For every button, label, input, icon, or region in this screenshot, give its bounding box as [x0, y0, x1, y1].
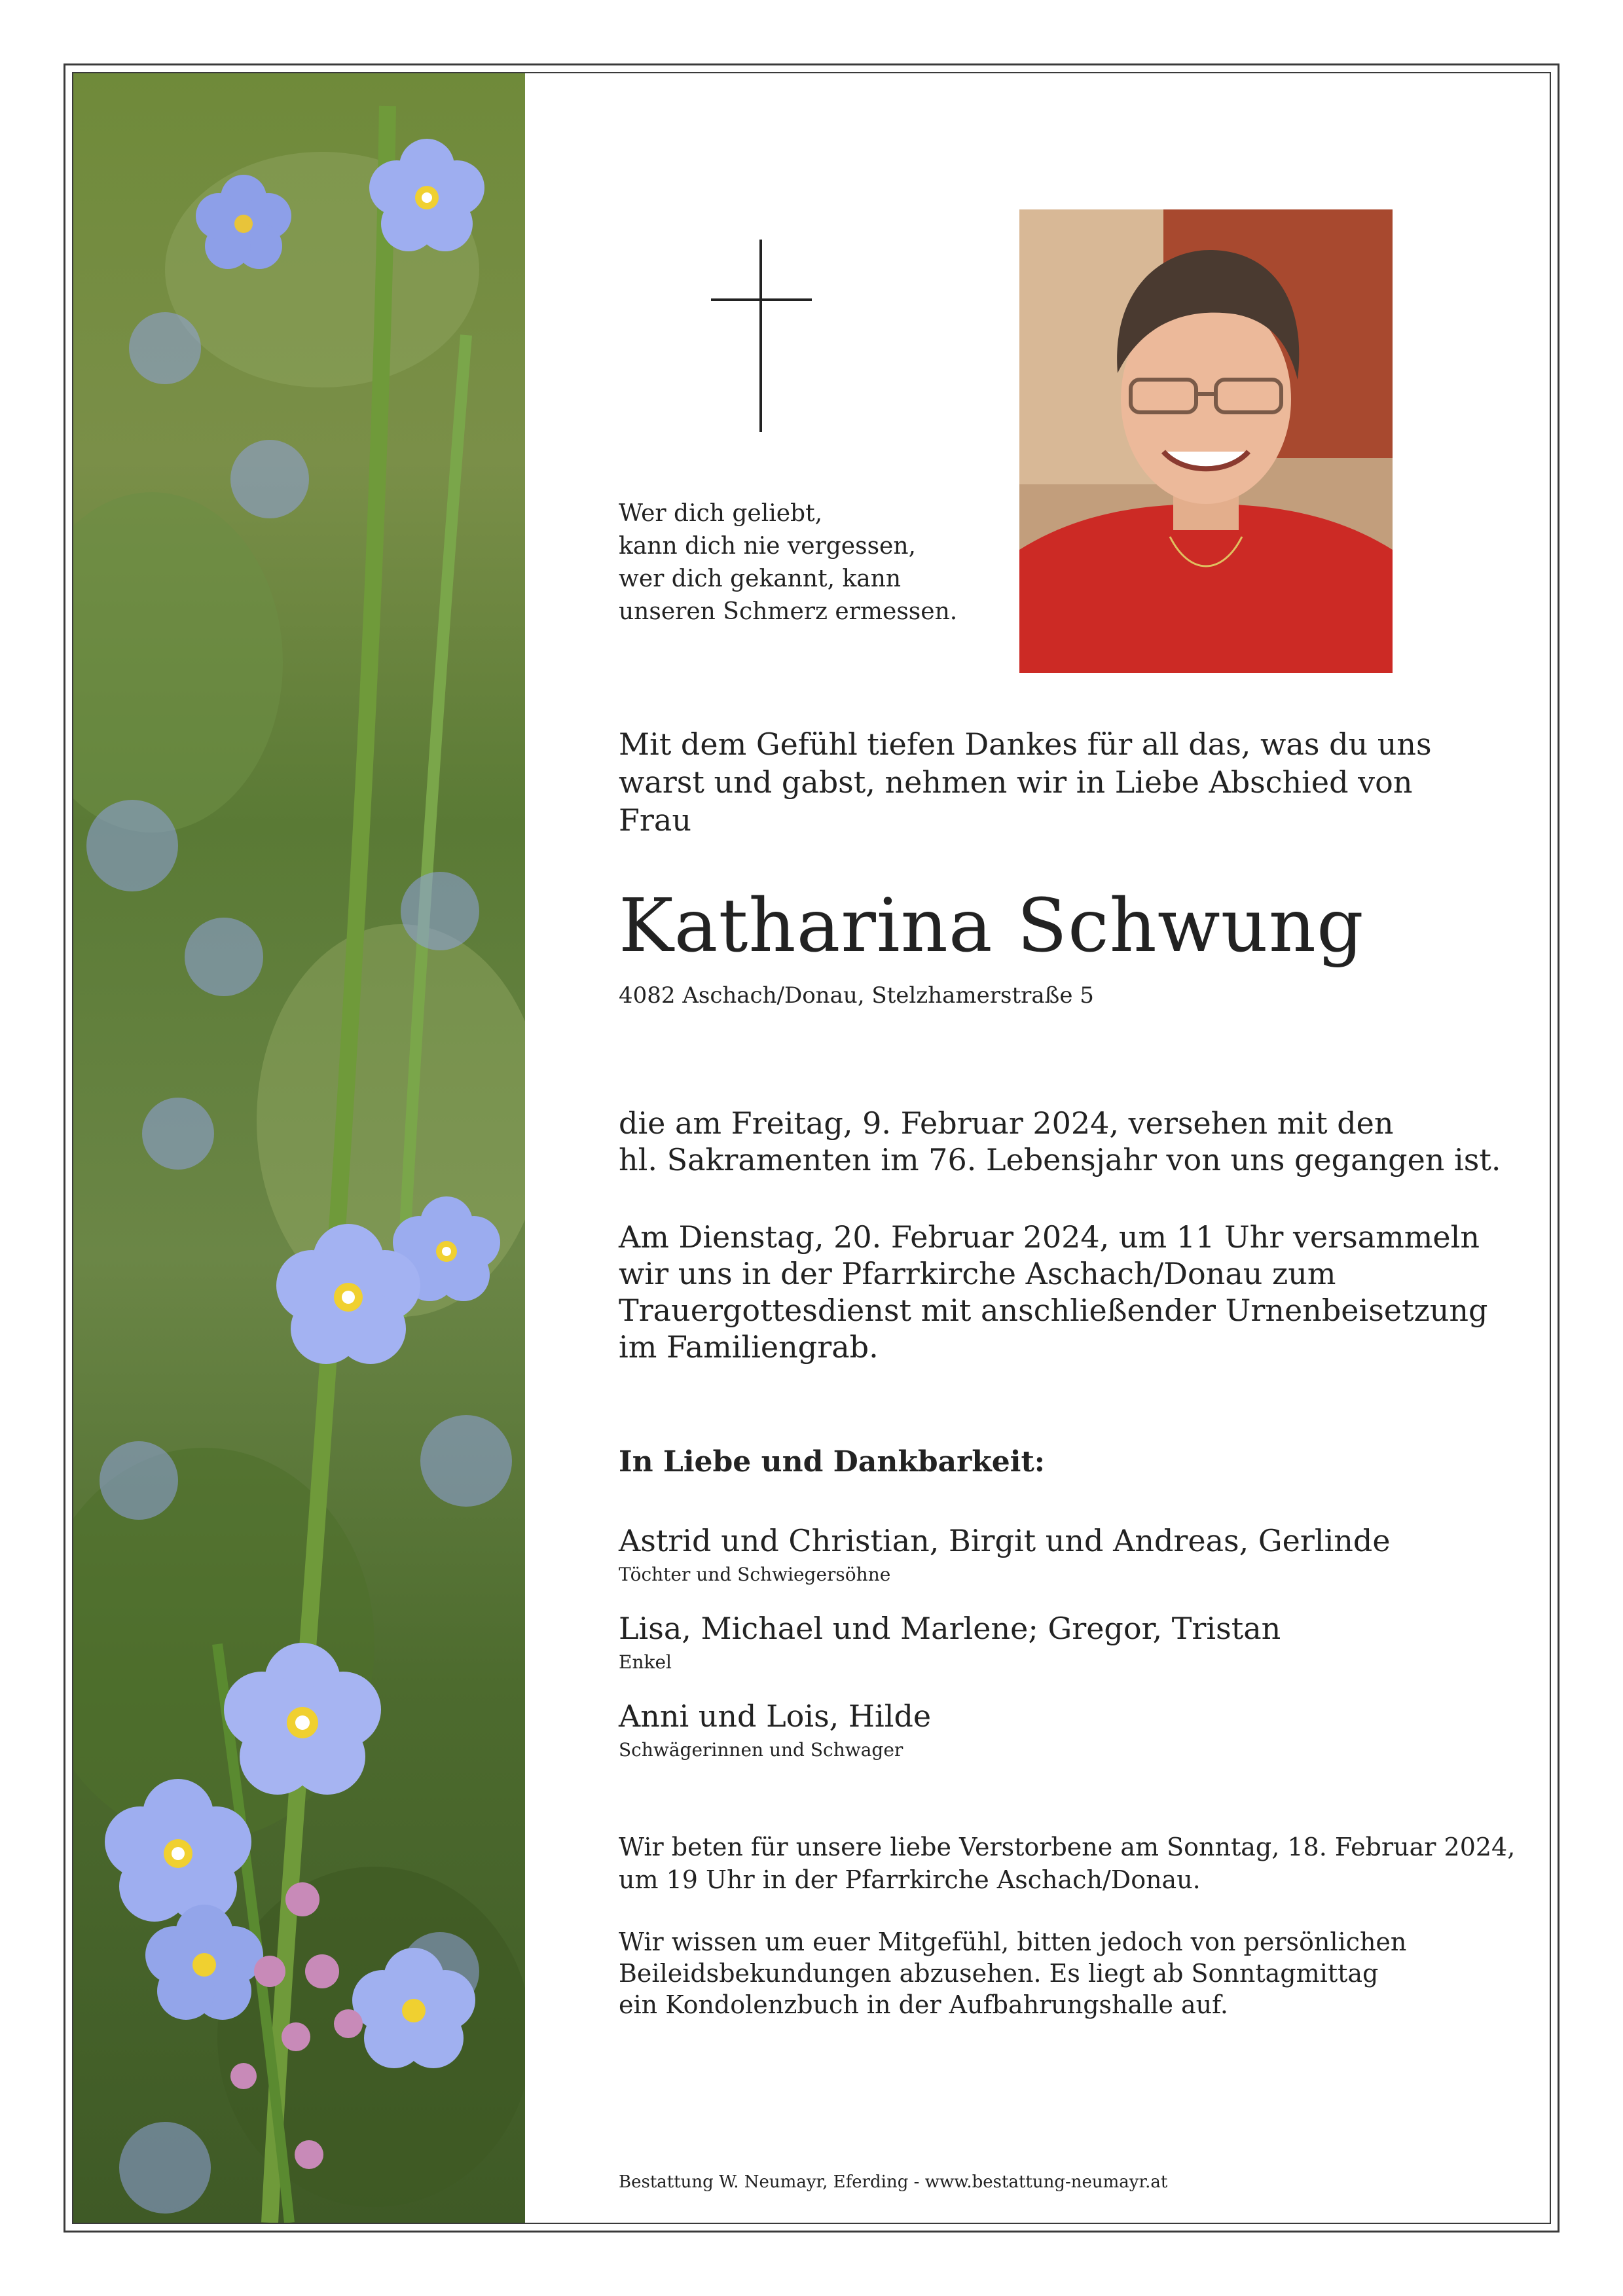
deceased-name: Katharina Schwung — [619, 884, 1364, 969]
poem — [619, 497, 957, 628]
cross-horizontal-bar — [711, 298, 812, 301]
mourner-names: Lisa, Michael und Marlene; Gregor, Tristan — [619, 1611, 1281, 1646]
prayer-line: Wir beten für unsere liebe Verstorbene am Sonntag, 18. Februar 2024, — [619, 1833, 1516, 1861]
mourner-relation: Enkel — [619, 1651, 672, 1673]
portrait-photo — [1019, 209, 1393, 673]
prayer-notice — [619, 1831, 1515, 1896]
prayer-line: um 19 Uhr in der Pfarrkirche Aschach/Donau. — [619, 1865, 1201, 1894]
cross-vertical-bar — [759, 240, 762, 432]
mourner-relation: Töchter und Schwiegersöhne — [619, 1564, 891, 1585]
service-notice — [619, 1219, 1487, 1365]
mourner-names: Anni und Lois, Hilde — [619, 1698, 932, 1734]
poem-line: kann dich nie vergessen, — [619, 533, 916, 560]
service-notice-line: Am Dienstag, 20. Februar 2024, um 11 Uhr versammeln — [619, 1219, 1480, 1255]
poem-line: unseren Schmerz ermessen. — [619, 598, 958, 625]
death-notice — [619, 1105, 1501, 1178]
note-line: Wir wissen um euer Mitgefühl, bitten jedoch von persönlichen — [619, 1928, 1407, 1956]
service-notice-line: im Familiengrab. — [619, 1329, 879, 1365]
funeral-home-footer: Bestattung W. Neumayr, Eferding - www.bestattung-neumayr.at — [619, 2172, 1168, 2192]
service-notice-line: Trauergottesdienst mit anschließender Urnenbeisetzung — [619, 1293, 1488, 1328]
death-notice-line: die am Freitag, 9. Februar 2024, versehen mit den — [619, 1105, 1394, 1141]
death-notice-line: hl. Sakramenten im 76. Lebensjahr von uns gegangen ist. — [619, 1142, 1501, 1177]
closing-heading: In Liebe und Dankbarkeit: — [619, 1445, 1046, 1479]
service-notice-line: wir uns in der Pfarrkirche Aschach/Donau zum — [619, 1256, 1336, 1291]
mourner-names: Astrid und Christian, Birgit und Andreas, Gerlinde — [619, 1523, 1391, 1558]
forget-me-not-image — [73, 73, 525, 2223]
mourner-relation: Schwägerinnen und Schwager — [619, 1739, 903, 1761]
intro-line: warst und gabst, nehmen wir in Liebe Abschied von — [619, 764, 1413, 800]
deceased-address: 4082 Aschach/Donau, Stelzhamerstraße 5 — [619, 982, 1094, 1009]
intro-text — [619, 725, 1432, 839]
poem-line: wer dich gekannt, kann — [619, 565, 902, 592]
flower-illustration — [73, 73, 525, 2223]
note-line: ein Kondolenzbuch in der Aufbahrungshalle auf. — [619, 1990, 1228, 2019]
intro-line: Frau — [619, 802, 691, 838]
condolence-note — [619, 1926, 1406, 2020]
note-line: Beileidsbekundungen abzusehen. Es liegt ab Sonntagmittag — [619, 1959, 1379, 1988]
intro-line: Mit dem Gefühl tiefen Dankes für all das, was du uns — [619, 726, 1432, 762]
poem-line: Wer dich geliebt, — [619, 500, 823, 527]
